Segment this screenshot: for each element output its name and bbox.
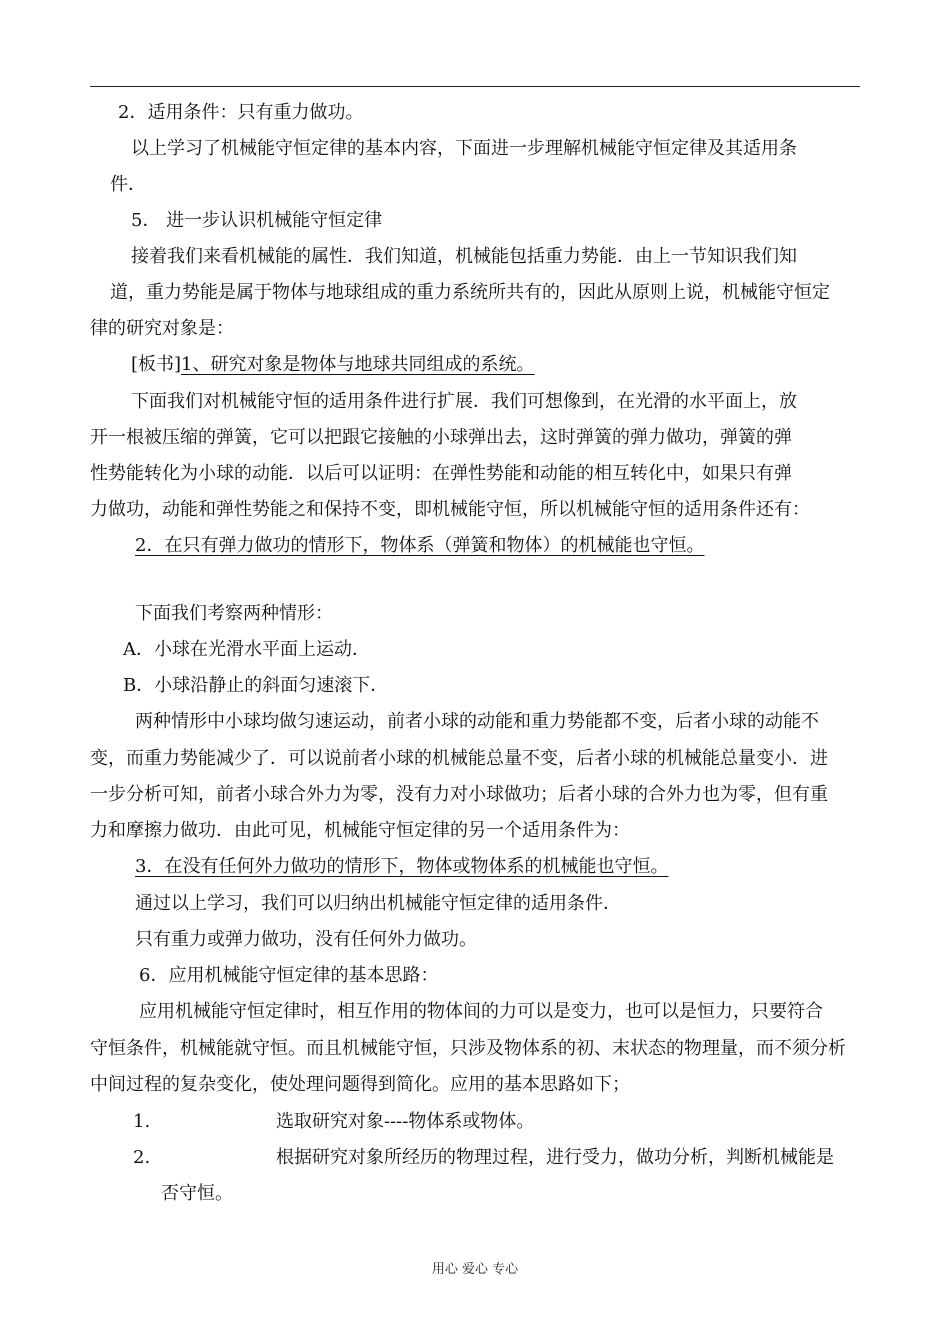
text-line: 接着我们来看机械能的属性．我们知道，机械能包括重力势能．由上一节知识我们知 xyxy=(131,246,797,267)
case-b: B．小球沿静止的斜面匀速滚下． xyxy=(123,675,389,696)
text-line: 律的研究对象是： xyxy=(90,318,234,339)
text-line: 变，而重力势能减少了．可以说前者小球的机械能总量不变，后者小球的机械能总量变小．进 xyxy=(90,748,828,769)
condition-2: 2．在只有弹力做功的情形下，物体系（弹簧和物体）的机械能也守恒。 xyxy=(135,535,705,556)
text-line: 中间过程的复杂变化，使处理问题得到简化。应用的基本思路如下； xyxy=(90,1074,630,1095)
page-footer: 用心 爱心 专心 xyxy=(431,1262,519,1277)
text-line: 件． xyxy=(110,174,146,195)
header-rule xyxy=(90,86,860,87)
step-1-text: 选取研究对象----物体系或物体。 xyxy=(276,1111,535,1132)
case-a: A．小球在光滑水平面上运动． xyxy=(123,639,370,660)
board-note-prefix: [板书] xyxy=(131,354,182,375)
text-line: 下面我们对机械能守恒的适用条件进行扩展．我们可想像到，在光滑的水平面上，放 xyxy=(131,391,797,412)
step-1-number: 1. xyxy=(133,1111,151,1132)
text-line: 守恒条件，机械能就守恒。而且机械能守恒，只涉及物体系的初、末状态的物理量，而不须分析 xyxy=(90,1038,846,1059)
text-line: 力做功，动能和弹性势能之和保持不变，即机械能守恒，所以机械能守恒的适用条件还有： xyxy=(90,499,810,520)
text-line: 性势能转化为小球的动能．以后可以证明：在弹性势能和动能的相互转化中，如果只有弹 xyxy=(90,463,792,484)
step-2-number: 2. xyxy=(133,1147,151,1168)
text-line: 两种情形中小球均做匀速运动，前者小球的动能和重力势能都不变，后者小球的动能不 xyxy=(135,711,819,732)
text-line: 力和摩擦力做功．由此可见，机械能守恒定律的另一个适用条件为： xyxy=(90,820,630,841)
text-line: 下面我们考察两种情形： xyxy=(135,603,333,624)
text-line: 只有重力或弹力做功，没有任何外力做功。 xyxy=(135,929,477,950)
text-line: 开一根被压缩的弹簧，它可以把跟它接触的小球弹出去，这时弹簧的弹力做功，弹簧的弹 xyxy=(90,427,792,448)
step-2-text: 根据研究对象所经历的物理过程，进行受力，做功分析，判断机械能是 xyxy=(276,1147,834,1168)
board-note xyxy=(131,353,535,377)
text-line: 通过以上学习，我们可以归纳出机械能守恒定律的适用条件． xyxy=(135,893,621,914)
text-line: 以上学习了机械能守恒定律的基本内容，下面进一步理解机械能守恒定律及其适用条 xyxy=(131,138,797,159)
text-line: 2．适用条件：只有重力做功。 xyxy=(118,102,364,123)
section-heading: 6．应用机械能守恒定律的基本思路： xyxy=(139,965,439,986)
text-line: 一步分析可知，前者小球合外力为零，没有力对小球做功；后者小球的合外力也为零，但有重 xyxy=(90,784,828,805)
section-heading: 5． 进一步认识机械能守恒定律 xyxy=(131,210,383,231)
text-line: 应用机械能守恒定律时，相互作用的物体间的力可以是变力，也可以是恒力，只要符合 xyxy=(139,1001,823,1022)
condition-3: 3．在没有任何外力做功的情形下，物体或物体系的机械能也守恒。 xyxy=(135,856,669,877)
step-2-continuation: 否守恒。 xyxy=(161,1183,233,1204)
board-note-text: 1、研究对象是物体与地球共同组成的系统。 xyxy=(181,354,535,375)
text-line: 道，重力势能是属于物体与地球组成的重力系统所共有的，因此从原则上说，机械能守恒定 xyxy=(110,282,830,303)
